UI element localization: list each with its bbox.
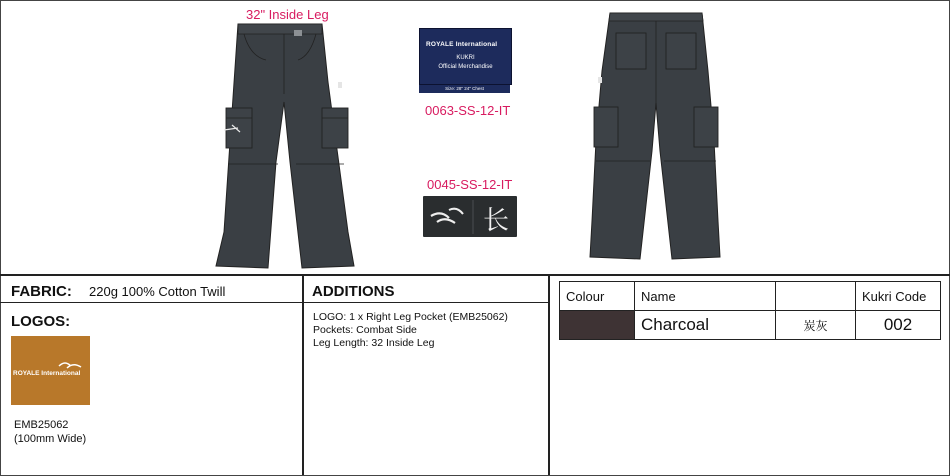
leaf-logo-icon: [57, 358, 85, 370]
section-divider: [0, 274, 950, 276]
fabric-value: 220g 100% Cotton Twill: [89, 284, 226, 299]
trousers-back-image: [586, 11, 726, 261]
header-blank: [776, 282, 856, 311]
column-divider-2: [548, 275, 550, 475]
colour-table: [559, 281, 941, 340]
logo-swatch: [11, 336, 90, 405]
logo-code-line1: EMB25062: [14, 419, 69, 431]
logo-code-line2: (100mm Wide): [14, 433, 87, 445]
colour-name: Charcoal: [635, 311, 776, 340]
woven-label-brand: ROYALE International: [426, 41, 498, 48]
woven-label-line2: Official Merchandise: [438, 64, 493, 70]
additions-line: Leg Length: 32 Inside Leg: [313, 337, 435, 349]
woven-label: [419, 28, 512, 85]
logo-text: ROYALE International: [13, 370, 81, 377]
table-row: [560, 311, 941, 340]
fabric-divider: [0, 302, 302, 303]
table-header-row: [560, 282, 941, 311]
additions-title: ADDITIONS: [312, 283, 395, 300]
trousers-front-image: [210, 22, 360, 270]
inside-leg-label: 32" Inside Leg: [246, 7, 329, 22]
additions-list: [313, 311, 508, 350]
additions-divider: [302, 302, 549, 303]
header-kukri-code: Kukri Code: [856, 282, 941, 311]
logo-badge: [423, 196, 517, 237]
badge-glyph: 长: [483, 206, 510, 236]
woven-label-line1: KUKRI: [456, 55, 475, 61]
woven-label-size-strip: Size: 28" 24" Chest: [419, 85, 510, 93]
badge-code: 0045-SS-12-IT: [427, 177, 513, 192]
logos-label: LOGOS:: [11, 313, 71, 330]
column-divider-1: [302, 275, 304, 475]
colour-swatch: [560, 311, 635, 340]
logo-code: [14, 418, 86, 446]
kukri-code: 002: [856, 311, 941, 340]
header-name: Name: [635, 282, 776, 311]
additions-line: Pockets: Combat Side: [313, 324, 417, 336]
label-code: 0063-SS-12-IT: [425, 103, 511, 118]
fabric-label: FABRIC:: [11, 283, 72, 300]
additions-line: LOGO: 1 x Right Leg Pocket (EMB25062): [313, 311, 508, 323]
colour-name-chinese: 炭灰: [776, 311, 856, 340]
header-colour: Colour: [560, 282, 635, 311]
